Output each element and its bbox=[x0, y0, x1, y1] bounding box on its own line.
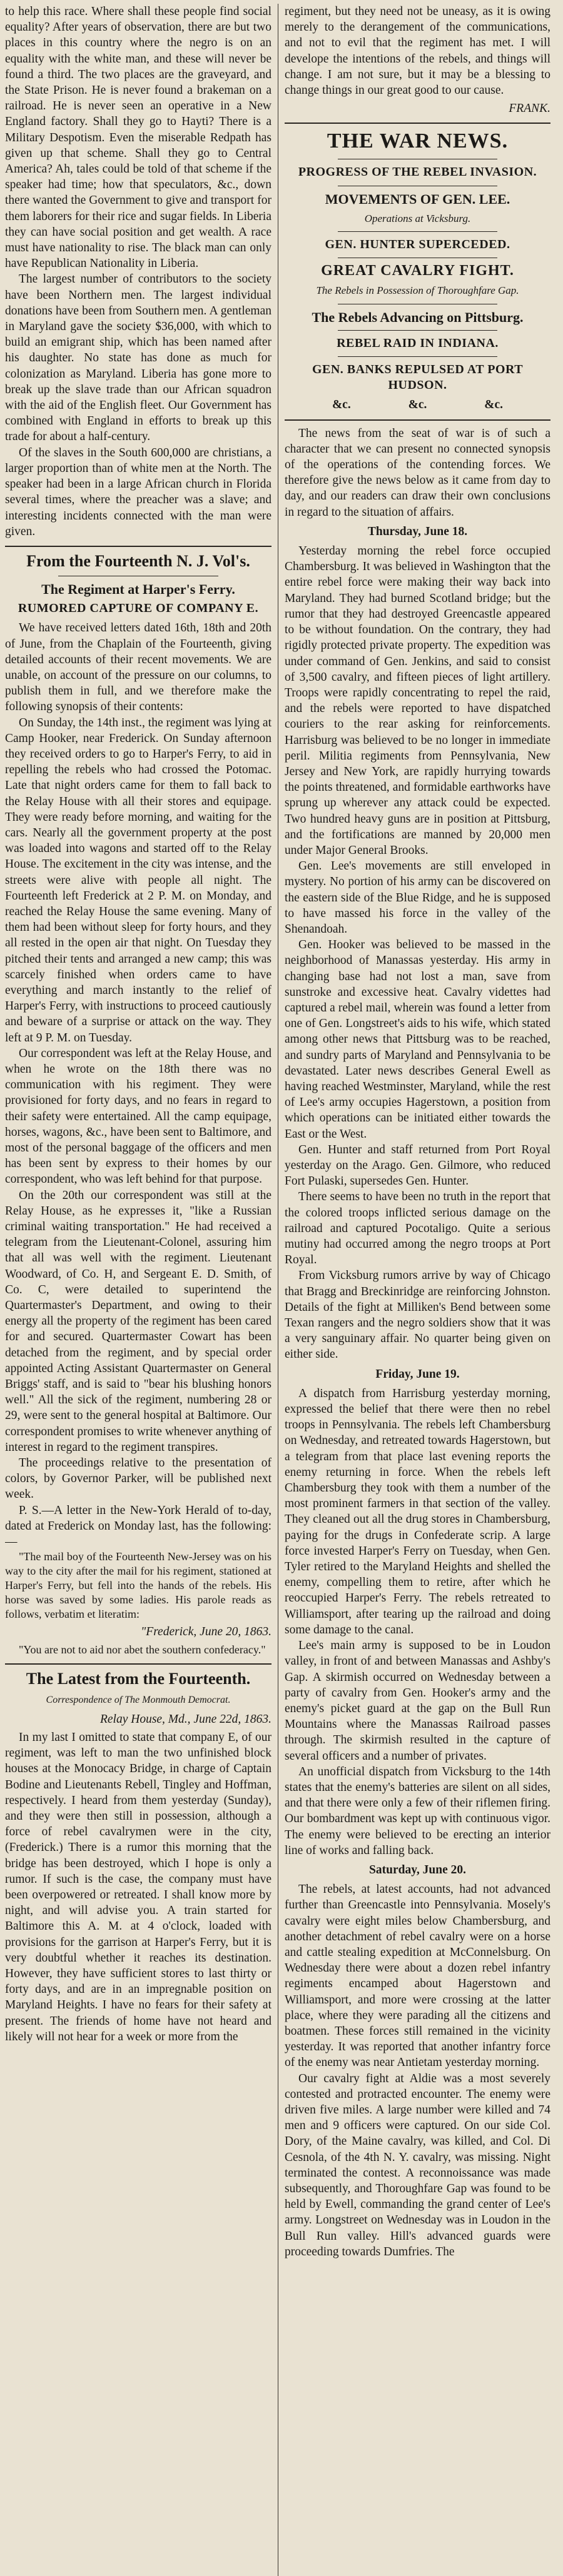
divider bbox=[338, 330, 497, 331]
paragraph: The rebels, at latest accounts, had not advanced further than Greencastle into Pennsylvania. Mosely's cavalry were eight miles below Chambersburg, and another detachment of rebel cavalry were on a horse and cattle stealing expedition at McConnelsburg. On Wednesday there were about a dozen rebel infantry regiments encamped about Hagerstown and Williamsport, and more were crossing at the latter place, where they were parading all the citizens and boatmen. These forces still remained in the vicinity yesterday. It was reported that another infantry force of the enemy was near Antietam yesterday morning. bbox=[285, 1883, 550, 2070]
column-rule bbox=[5, 1663, 271, 1665]
section-banner: THE WAR NEWS. bbox=[327, 129, 509, 153]
divider bbox=[338, 231, 497, 232]
deck-line: The Rebels Advancing on Pittsburg. bbox=[312, 309, 524, 325]
quote-dateline: "Frederick, June 20, 1863. bbox=[141, 1625, 271, 1639]
paragraph: We have received letters dated 16th, 18th and 20th of June, from the Chaplain of the Fourteenth, giving detailed accounts of their recent movements. We are unable, on account of the pressure on our columns, to publish them in full, and we therefore make the following synopsis of their contents: bbox=[5, 621, 271, 714]
paragraph: From Vicksburg rumors arrive by way of Chicago that Bragg and Breckinridge are reinforcing Johnston. Details of the fight at Milliken's Bend between some Texan rangers and the negro soldiers show that it was a very sanguinary affair. No quarter being given on either side. bbox=[285, 1269, 550, 1361]
paragraph: The proceedings relative to the presentation of colors, by Governor Parker, will be published next week. bbox=[5, 1456, 271, 1501]
article-latest bbox=[5, 1670, 271, 2045]
etcetera: &c. bbox=[484, 398, 504, 412]
article-dateline: Relay House, Md., June 22d, 1863. bbox=[99, 1712, 271, 1726]
divider bbox=[338, 356, 497, 357]
friday-section bbox=[285, 1366, 550, 1858]
article-headline: RUMORED CAPTURE OF COMPANY E. bbox=[18, 601, 259, 616]
paragraph: An unofficial dispatch from Vicksburg to the 14th states that the enemy's batteries are silent on all sides, and that there were only a few of their riflemen firing. Our bombardment was kept up with continuous vigor. The enemy were believed to be erecting an interior line of works and falling back. bbox=[285, 1765, 550, 1857]
column-rule bbox=[285, 419, 550, 421]
deck-line: REBEL RAID IN INDIANA. bbox=[337, 336, 499, 350]
thursday-section bbox=[285, 524, 550, 1363]
war-news-section bbox=[285, 129, 550, 519]
article-subtitle: The Regiment at Harper's Ferry. bbox=[41, 581, 235, 597]
paragraph: The news from the seat of war is of such a character that we can present no connected synopsis of the operations of the contending forces. We therefore give the news below as it came from day to day, and our readers can draw their own conclusions in regard to the situation of affairs. bbox=[285, 426, 550, 519]
deck-line: GEN. BANKS REPULSED AT PORT HUDSON. bbox=[312, 363, 524, 393]
quote-paragraph: "The mail boy of the Fourteenth New-Jersey was on his way to the city after the mail for his regiment, stationed at Harper's Ferry, but fell into the hands of the rebels. His horse was saved by some ladies. His parole reads as follows, verbatim et literatim: bbox=[5, 1550, 271, 1621]
day-dateline: Friday, June 19. bbox=[375, 1367, 460, 1381]
paragraph: Gen. Lee's movements are still enveloped in mystery. No portion of his army can be discovered on the eastern side of the Blue Ridge, and he is supposed to have massed his force in the valley of the Shenandoah. bbox=[285, 860, 550, 936]
paragraph: Yesterday morning the rebel force occupied Chambersburg. It was believed in Washington that the entire rebel force were making their way back into Maryland. They had burned Scotland bridge; but the rumor that they had destroyed Greencastle appeared to be without foundation. On the contrary, they had rigidly protected private property. The expedition was under command of Gen. Jenkins, and said to consist of 3,500 cavalry, and fifteen pieces of light artillery. Troops were rapidly concentrating to repel the raid, and the rebels were reported to have dispatched couriers to the rear asking for reinforcements. Harrisburg was believed to be no longer in immediate peril. Militia regiments from Pennsylvania, New Jersey and New York, are rapidly hurrying towards the points threatened, and formidable earthworks have sprung up wherever any attack could be expected. Two hundred heavy guns are in position at Pittsburg, and the fortifications are manned by 20,000 men under Major General Brooks. bbox=[285, 544, 550, 857]
article-title: The Latest from the Fourteenth. bbox=[26, 1669, 251, 1688]
paragraph: P. S.—A letter in the New-York Herald of to-day, dated at Frederick on Monday last, has the following:— bbox=[5, 1503, 271, 1549]
etcetera: &c. bbox=[408, 398, 427, 412]
paragraph: There seems to have been no truth in the report that the colored troops inflicted serious damage on the railroad and captured Pocotaligo. Quite a serious mutiny had occurred among the negro troops at Port Royal. bbox=[285, 1190, 550, 1267]
deck-line: The Rebels in Possession of Thoroughfare Gap. bbox=[316, 284, 519, 297]
deck-line: GEN. HUNTER SUPERCEDED. bbox=[325, 238, 510, 252]
right-column bbox=[278, 4, 550, 2576]
paragraph: regiment, but they need not be uneasy, as it is owing merely to the derangement of the communications, and not to evil that the regiment has met. I will develope the intentions of the rebels, and things will change. I am not sure, but it may be a blessing to change things in our great good to our cause. bbox=[285, 5, 550, 98]
paragraph: The largest number of contributors to the society have been Northern men. The largest individual donations have been from Southern men. A gentleman in Maryland gave the society $36,000, with which to build an emigrant ship, which has been named after his daughter. No state has done as much for colonization as Maryland. Liberia has gone more to break up the slave trade than our African squadron with the aid of the English fleet. Our Government has combined with England in efforts to break up this trade for about a half-century. bbox=[5, 273, 271, 444]
quote-closing: "You are not to aid nor abet the southern confederacy." bbox=[19, 1643, 266, 1656]
saturday-section bbox=[285, 1862, 550, 2260]
column-rule bbox=[5, 546, 271, 547]
correspondence-line: Correspondence of The Monmouth Democrat. bbox=[46, 1694, 231, 1705]
etcetera-row bbox=[303, 397, 532, 413]
paragraph: Lee's main army is supposed to be in Loudon valley, in front of and between Manassas and Ashby's Gap. A skirmish occurred on Wednesday between a party of cavalry from Gen. Hooker's army and the enemy's picket guard at the gap on the Bull Run Mountains where the Manassas Railroad passes through. The skirmish resulted in the capture of several officers and a number of privates. bbox=[285, 1639, 550, 1763]
left-column bbox=[5, 4, 278, 2576]
deck-line: Operations at Vicksburg. bbox=[364, 212, 471, 224]
left-intro bbox=[5, 4, 271, 539]
day-dateline: Saturday, June 20. bbox=[369, 1863, 466, 1877]
article-title: From the Fourteenth N. J. Vol's. bbox=[26, 551, 250, 570]
paragraph: On Sunday, the 14th inst., the regiment was lying at Camp Hooker, near Frederick. On Sunday afternoon they received orders to go to Harper's Ferry, to aid in repelling the rebels who had crossed the Potomac. Late that night orders came for them to fall back to the Relay House with all their stores and equipage. They were ready before morning, and waiting for the cars. Nearly all the government property at the post was loaded into wagons and started off to the Relay House. The excitement in the city was intense, and the streets were alive with people all night. The Fourteenth left Frederick at 2 P. M. on Monday, and reached the Relay House the same evening. Many of them had been without sleep for forty hours, and they all rested in the open air that night. On Tuesday they pitched their tents and arranged a new camp; this was scarcely finished when orders came to have everything and march instantly to the relief of Harper's Ferry, with instructions to proceed cautiously and beware of a surprise or attack on the way. They left at 9 P. M. on Tuesday. bbox=[5, 716, 271, 1045]
deck-line: MOVEMENTS OF GEN. LEE. bbox=[325, 191, 510, 207]
paragraph: Gen. Hooker was believed to be massed in the neighborhood of Manassas yesterday. His army in changing base had not lost a man, save from sunstroke and excessive heat. Cavalry videttes had captured a rebel mail, wherein was found a letter from one of Gen. Longstreet's aids to his wife, which stated among other news that Pittsburg was to be reached, and sundry parts of Maryland and Pennsylvania to be devastated. Later news describes General Ewell as having reached Westminster, Maryland, while the rest of Lee's army occupies Hagerstown, a position from which operations can be initiated either towards the East or the West. bbox=[285, 938, 550, 1141]
column-rule bbox=[285, 123, 550, 124]
paragraph: On the 20th our correspondent was still at the Relay House, as he expresses it, "like a Russian criminal waiting transportation." He had received a telegram from the Lieutenant-Colonel, assuring him that all was well with the regiment. Lieutenant Woodward, of Co. H, and Sergeant E. D. Smith, of Co. C, were detailed to superintend the Quartermaster's Department, and owing to their energy all the property of the regiment has been cared for and secured. Quartermaster Cowart has been detached from the regiment, and by special order appointed Acting Assistant Quartermaster on General Briggs' staff, and is said to "bear his blushing honors well." All the sick of the regiment, numbering 28 or 29, were sent to the general hospital at Baltimore. Our correspondent promises to write whenever anything of interest in regard to the regiment transpires. bbox=[5, 1188, 271, 1454]
article-fourteenth bbox=[5, 552, 271, 1657]
signoff: FRANK. bbox=[509, 102, 550, 116]
deck-line: PROGRESS OF THE REBEL INVASION. bbox=[298, 165, 537, 179]
paragraph: Our cavalry fight at Aldie was a most severely contested and protracted encounter. The enemy were driven five miles. A large number were killed and 74 men and 9 officers were captured. On our side Col. Dory, of the Maine cavalry, was killed, and Col. Di Cesnola, of the 4th N. Y. cavalry, was missing. Night terminated the contest. A reconnoissance was made subsequently, and Thoroughfare Gap was found to be held by Ewell, commanding the grand center of Lee's army. Longstreet on Wednesday was in Loudon in the Bull Run valley. Hill's advanced guards were proceeding towards Dumfries. The bbox=[285, 2072, 550, 2258]
paragraph: A dispatch from Harrisburg yesterday morning, expressed the belief that there were then no rebel troops in Pennsylvania. The rebels left Chambersburg on Wednesday, and retreated towards Hagerstown, but a telegram from that place last evening reports the enemy returning in force. When the rebels left Chambersburg they took with them a number of the most prominent farmers in that section of the valley. They cleaned out all the drug stores in Chambersburg, paying for the drugs in Confederate scrip. A large force invested Harper's Ferry on Tuesday, when Gen. Tyler retired to the Maryland Heights and shelled the enemy, compelling them to retire, after which he reoccupied Harper's Ferry. The rebels retreated to Williamsport, after tearing up the railroad and doing some damage to the canal. bbox=[285, 1386, 550, 1636]
day-dateline: Thursday, June 18. bbox=[367, 524, 468, 538]
paragraph: In my last I omitted to state that company E, of our regiment, was left to man the two unfinished block houses at the Monocacy Bridge, in charge of Captain Bodine and Lieutenants Rebell, Tingley and Hoffman, respectively. I heard from them yesterday (Sunday), and they were then still in possession, although a force of rebel cavalrymen were in the city, (Frederick.) There is a rumor this morning that the bridge has been destroyed, which I hope is only a rumor. If such is the case, the company must have been overpowered or retreated. I shall know more by night, and will advise you. A train started for Baltimore this A. M. at 4 o'clock, loaded with provisions for the garrison at Harper's Ferry, but it is very doubtful whether it reaches its destination. However, they have sufficient stores to last thirty or forty days, and are in an impregnable position on Maryland Heights. I have no fears for their safety at present. The friends of home have not heard and likely will not hear for a week or more from the bbox=[5, 1730, 271, 2043]
etcetera: &c. bbox=[332, 398, 351, 412]
paragraph: Our correspondent was left at the Relay House, and when he wrote on the 18th there was no communication with his regiment. They were provisioned for forty days, and no fears in regard to their safety were entertained. All the camp equipage, horses, wagons, &c., have been sent to Baltimore, and most of the personal baggage of the officers and men has been sent by express to their homes by our correspondent, who was left behind for that purpose. bbox=[5, 1046, 271, 1186]
paragraph: Gen. Hunter and staff returned from Port Royal yesterday on the Arago. Gen. Gilmore, who reduced Fort Pulaski, supersedes Gen. Hunter. bbox=[285, 1143, 550, 1188]
paragraph: Of the slaves in the South 600,000 are christians, a larger proportion than of white men at the North. The speaker had been in a large African church in Florida several times, where the preacher was a slave; and interesting incidents connected with the man were given. bbox=[5, 446, 271, 538]
deck-line: GREAT CAVALRY FIGHT. bbox=[321, 263, 514, 279]
right-intro bbox=[285, 4, 550, 116]
paragraph: to help this race. Where shall these people find social equality? After years of observation, there are but two places in this country where the negro is on an equality with the white man, and these will never be found a third. The two places are the graveyard, and the State Prison. He is never found a brakeman on a railroad. He is never seen an operative in a New England factory. Shall they go to Hayti? There is a Military Despotism. Even the miserable Redpath has given up that scheme. Shall they go to Central America? Ah, tales could be told of that scheme if the speaker had time; how that speculators, &c., down there wanted the Government to give and transport for them laborers for their rice and sugar fields. In Liberia they can have social position and get wealth. A race must have nationality to rise. The black man can only have Republican Nationality in Liberia. bbox=[5, 5, 271, 271]
